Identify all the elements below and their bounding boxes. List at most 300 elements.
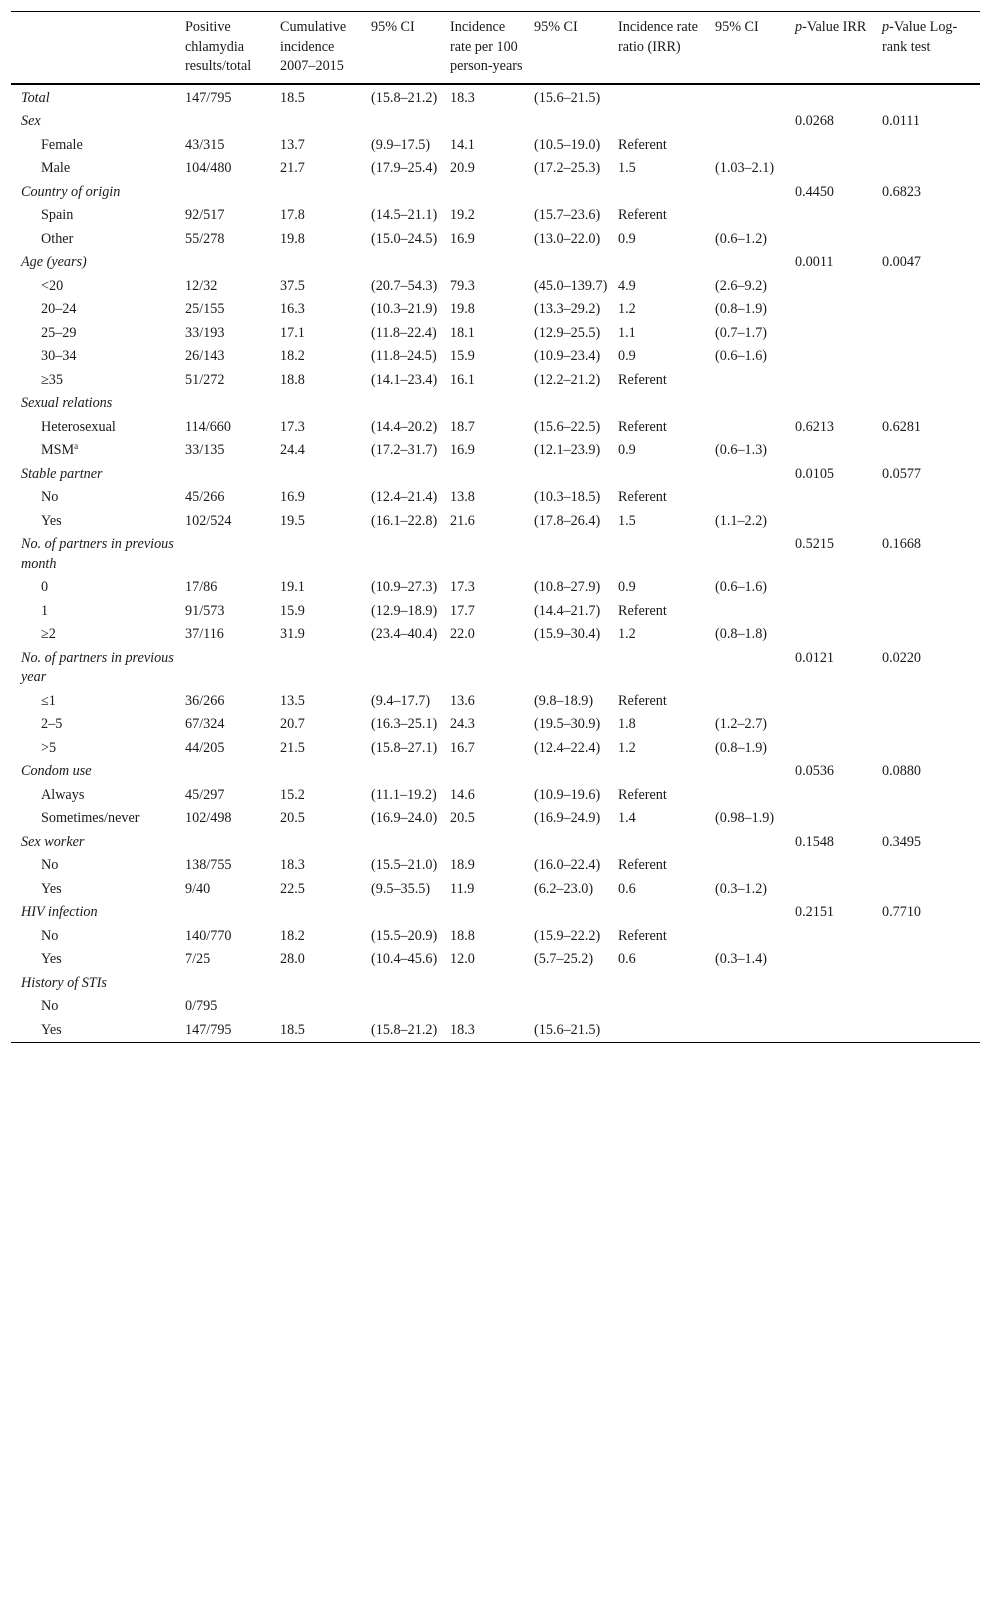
table-cell: 140/770 (185, 927, 232, 944)
table-cell: 14.6 (450, 786, 475, 803)
table-cell: 37.5 (280, 277, 305, 294)
label-text: No (41, 998, 59, 1014)
header-cell (11, 12, 181, 84)
table-cell: 22.0 (450, 626, 475, 642)
table-cell: 1.5 (618, 160, 636, 176)
table-cell (878, 157, 980, 181)
table-cell: 44/205 (185, 739, 225, 756)
table-cell (181, 972, 276, 996)
label-text: Heterosexual (41, 418, 116, 435)
label-text: ≥2 (41, 626, 56, 642)
table-cell (614, 533, 711, 576)
table-cell (711, 901, 791, 925)
table-cell (711, 925, 791, 949)
table-cell: 18.3 (280, 857, 305, 873)
table-cell: 45/266 (185, 489, 225, 505)
group-label (11, 392, 181, 416)
table-cell (878, 204, 980, 228)
table-cell (367, 972, 446, 996)
table-cell (878, 275, 980, 299)
table-cell (367, 647, 446, 690)
table-cell: 79.3 (450, 277, 475, 294)
table-cell: 67/324 (185, 716, 225, 732)
table-cell: (2.6–9.2) (715, 277, 768, 294)
table-cell: 15.9 (450, 348, 475, 364)
table-row (11, 576, 980, 600)
label-text: ≥35 (41, 371, 63, 388)
table-cell: 102/498 (185, 810, 232, 826)
table-cell: 19.2 (450, 207, 475, 223)
table-cell: 19.8 (280, 230, 305, 247)
table-cell: (11.1–19.2) (371, 786, 437, 803)
table-cell: (0.3–1.2) (715, 880, 768, 897)
group-label (11, 110, 181, 134)
table-cell (614, 760, 711, 784)
label-text: Female (41, 136, 83, 153)
table-cell: 7/25 (185, 951, 211, 967)
table-group-row (11, 84, 980, 111)
table-cell: 1.1 (618, 324, 636, 341)
table-cell: 37/116 (185, 626, 224, 642)
table-cell (181, 647, 276, 690)
table-cell: 17/86 (185, 579, 218, 595)
table-row (11, 623, 980, 647)
table-cell (530, 110, 614, 134)
table-cell: 104/480 (185, 160, 232, 176)
table-cell: 0.6823 (882, 183, 922, 200)
table-cell: 17.3 (450, 579, 475, 595)
table-row (11, 690, 980, 714)
table-cell: 18.3 (450, 89, 475, 106)
table-cell: Referent (618, 927, 667, 944)
table-cell: (15.9–22.2) (534, 927, 601, 944)
table-cell (530, 972, 614, 996)
table-cell: 0.1668 (882, 536, 922, 552)
table-cell: Referent (618, 136, 667, 153)
label-text: Sexual relations (21, 395, 113, 411)
table-cell: 0.6213 (795, 418, 835, 435)
label-text: No (41, 489, 59, 505)
row-label (11, 925, 181, 949)
table-cell: (12.4–22.4) (534, 739, 601, 756)
row-label (11, 322, 181, 346)
table-row (11, 854, 980, 878)
label-text: 2–5 (41, 716, 63, 732)
table-cell: 18.8 (280, 371, 305, 388)
table-row (11, 416, 980, 440)
group-label (11, 972, 181, 996)
table-cell: (17.8–26.4) (534, 512, 601, 529)
table-cell (530, 533, 614, 576)
table-cell: (15.5–20.9) (371, 927, 438, 944)
table-cell: (0.8–1.8) (715, 626, 768, 642)
table-row (11, 1019, 980, 1043)
table-cell: 1.2 (618, 301, 636, 317)
table-cell (614, 110, 711, 134)
table-cell: (20.7–54.3) (371, 277, 438, 294)
table-cell (878, 623, 980, 647)
table-cell: (1.2–2.7) (715, 716, 768, 732)
table-cell (367, 463, 446, 487)
table-cell: 33/193 (185, 324, 225, 341)
header-text: -Value Log-rank test (882, 19, 958, 55)
header-cell: Cumulative incidence 2007–2015 (280, 19, 347, 74)
table-cell (276, 463, 367, 487)
table-cell (276, 110, 367, 134)
table-cell: 20.7 (280, 716, 305, 732)
table-cell: (0.3–1.4) (715, 951, 768, 967)
table-cell: 26/143 (185, 348, 225, 364)
table-cell (276, 760, 367, 784)
table-cell (367, 831, 446, 855)
row-label (11, 157, 181, 181)
table-cell (276, 995, 367, 1019)
table-cell: 1.2 (618, 739, 636, 756)
label-text: No (41, 927, 59, 944)
table-cell (614, 463, 711, 487)
table-cell: 16.9 (450, 230, 475, 247)
label-text: 0 (41, 579, 49, 595)
table-cell: (9.9–17.5) (371, 136, 431, 153)
incidence-table (11, 11, 980, 1043)
table-cell (791, 1019, 878, 1043)
table-cell (791, 134, 878, 158)
table-cell (791, 228, 878, 252)
table-cell (530, 901, 614, 925)
table-cell (711, 1019, 791, 1043)
table-cell (276, 251, 367, 275)
table-cell (711, 181, 791, 205)
table-cell: (0.6–1.6) (715, 579, 768, 595)
table-cell: (15.7–23.6) (534, 207, 601, 223)
table-cell (276, 901, 367, 925)
table-cell: (10.5–19.0) (534, 136, 601, 153)
table-cell: 102/524 (185, 512, 232, 529)
group-label (11, 647, 181, 690)
row-label (11, 275, 181, 299)
row-label (11, 948, 181, 972)
table-row (11, 600, 980, 624)
header-row (11, 12, 980, 84)
table-cell: 1.4 (618, 810, 636, 826)
table-cell: 21.7 (280, 160, 305, 176)
row-label (11, 510, 181, 534)
table-cell: Referent (618, 418, 667, 435)
table-cell: (15.5–21.0) (371, 857, 438, 873)
table-cell: 24.4 (280, 442, 305, 458)
table-cell: Referent (618, 857, 667, 873)
table-cell: 36/266 (185, 692, 225, 709)
header-cell: Positive chlamydia results/total (185, 19, 252, 74)
table-cell: (16.0–22.4) (534, 857, 601, 873)
group-label (11, 84, 181, 111)
table-cell (878, 690, 980, 714)
header-cell: Incidence rate per 100 person-years (450, 19, 523, 74)
table-cell: (17.2–25.3) (534, 160, 601, 176)
table-cell (791, 737, 878, 761)
table-cell: 13.8 (450, 489, 475, 505)
table-row (11, 204, 980, 228)
label-text: No. of partners in previous year (21, 649, 174, 685)
table-cell (791, 600, 878, 624)
table-cell: (9.5–35.5) (371, 880, 431, 897)
table-cell: (13.0–22.0) (534, 230, 601, 247)
table-cell (181, 251, 276, 275)
table-cell: 18.2 (280, 348, 305, 364)
table-cell: 0.0111 (882, 113, 920, 129)
table-cell: (16.9–24.9) (534, 810, 601, 826)
table-cell (791, 439, 878, 463)
table-cell (791, 576, 878, 600)
table-cell (791, 713, 878, 737)
table-cell (711, 972, 791, 996)
row-label (11, 416, 181, 440)
group-label (11, 181, 181, 205)
table-cell: 0.0577 (882, 465, 922, 482)
table-cell (367, 533, 446, 576)
table-cell (711, 760, 791, 784)
table-cell: 18.5 (280, 1021, 305, 1038)
table-cell: (0.6–1.6) (715, 348, 768, 364)
table-cell: 147/795 (185, 89, 232, 106)
row-label (11, 576, 181, 600)
table-header (11, 12, 980, 84)
table-row (11, 713, 980, 737)
table-cell: (15.8–21.2) (371, 1021, 438, 1038)
table-cell: 16.9 (450, 442, 475, 458)
table-row (11, 439, 980, 463)
table-cell (446, 181, 530, 205)
table-cell (878, 948, 980, 972)
table-cell: (6.2–23.0) (534, 880, 594, 897)
table-cell: (15.8–21.2) (371, 89, 438, 106)
table-cell (878, 510, 980, 534)
header-cell: 95% CI (715, 19, 759, 35)
table-cell (446, 463, 530, 487)
table-cell (791, 486, 878, 510)
label-text: 30–34 (41, 348, 77, 364)
table-row (11, 878, 980, 902)
table-cell (791, 157, 878, 181)
table-cell: 18.5 (280, 89, 305, 106)
table-row (11, 322, 980, 346)
table-cell (791, 298, 878, 322)
table-cell (446, 831, 530, 855)
table-cell (711, 204, 791, 228)
table-cell: 0.9 (618, 348, 636, 364)
table-cell: 16.7 (450, 739, 475, 756)
table-cell: 31.9 (280, 626, 305, 642)
table-cell (878, 878, 980, 902)
table-cell (530, 181, 614, 205)
table-cell (367, 901, 446, 925)
table-cell (711, 486, 791, 510)
table-cell: 20.5 (450, 810, 475, 826)
table-cell (791, 784, 878, 808)
row-label (11, 807, 181, 831)
table-cell (614, 392, 711, 416)
table-cell: (1.1–2.2) (715, 512, 768, 529)
label-text: Yes (41, 512, 62, 529)
table-cell: 16.3 (280, 301, 305, 317)
table-cell (711, 690, 791, 714)
table-cell (878, 345, 980, 369)
table-cell: 0.0880 (882, 763, 922, 779)
table-cell (614, 251, 711, 275)
table-cell: 9/40 (185, 880, 211, 897)
label-text: Spain (41, 207, 74, 223)
table-row (11, 486, 980, 510)
table-cell: 20.9 (450, 160, 475, 176)
table-cell: 16.9 (280, 489, 305, 505)
table-row (11, 275, 980, 299)
table-cell: 0.6 (618, 951, 636, 967)
table-cell: 45/297 (185, 786, 225, 803)
table-cell: Referent (618, 692, 667, 709)
table-body (11, 84, 980, 1043)
table-cell (530, 392, 614, 416)
table-cell: 0.1548 (795, 833, 835, 850)
table-cell: (12.4–21.4) (371, 489, 438, 505)
table-cell: (23.4–40.4) (371, 626, 438, 642)
table-cell (878, 925, 980, 949)
table-cell (878, 134, 980, 158)
table-cell: 12.0 (450, 951, 475, 967)
table-cell: (19.5–30.9) (534, 716, 601, 732)
table-cell: 0.9 (618, 230, 636, 247)
table-cell: Referent (618, 786, 667, 803)
table-row (11, 948, 980, 972)
row-label (11, 690, 181, 714)
table-cell (181, 392, 276, 416)
table-cell (878, 737, 980, 761)
table-cell: (15.6–21.5) (534, 89, 601, 106)
table-cell: (16.3–25.1) (371, 716, 438, 732)
table-cell (446, 901, 530, 925)
table-cell: 14.1 (450, 136, 475, 153)
table-row (11, 737, 980, 761)
table-cell: Referent (618, 602, 667, 619)
table-cell (367, 181, 446, 205)
table-cell (878, 228, 980, 252)
row-label (11, 737, 181, 761)
table-cell (791, 925, 878, 949)
table-cell: (9.4–17.7) (371, 692, 431, 709)
table-cell (711, 995, 791, 1019)
table-cell (530, 831, 614, 855)
row-label (11, 995, 181, 1019)
table-cell: 19.5 (280, 512, 305, 529)
table-cell: (15.8–27.1) (371, 739, 438, 756)
table-cell (711, 784, 791, 808)
table-cell: (17.2–31.7) (371, 442, 438, 458)
table-row (11, 298, 980, 322)
table-cell: 22.5 (280, 880, 305, 897)
table-cell: 18.7 (450, 418, 475, 435)
table-cell: 0.0268 (795, 113, 835, 129)
table-cell: (0.8–1.9) (715, 301, 768, 317)
table-cell: (16.9–24.0) (371, 810, 438, 826)
table-cell: (0.8–1.9) (715, 739, 768, 756)
table-cell: (10.8–27.9) (534, 579, 601, 595)
table-cell: 18.8 (450, 927, 475, 944)
table-cell (446, 972, 530, 996)
table-cell: 21.5 (280, 739, 305, 756)
table-cell: 13.6 (450, 692, 475, 709)
table-cell: 55/278 (185, 230, 225, 247)
table-cell: (14.4–21.7) (534, 602, 601, 619)
table-cell (878, 807, 980, 831)
table-cell (181, 110, 276, 134)
table-cell: (10.9–27.3) (371, 579, 438, 595)
table-row (11, 345, 980, 369)
label-text: No (41, 857, 59, 873)
table-cell: 0.0105 (795, 465, 835, 482)
table-cell (446, 995, 530, 1019)
table-cell (791, 204, 878, 228)
table-cell (276, 647, 367, 690)
table-cell: Referent (618, 207, 667, 223)
table-cell (878, 392, 980, 416)
table-cell: 114/660 (185, 418, 231, 435)
table-cell (791, 854, 878, 878)
group-label (11, 901, 181, 925)
table-cell: 0.7710 (882, 904, 922, 920)
label-text: Yes (41, 880, 62, 897)
table-cell: (12.9–18.9) (371, 602, 438, 619)
table-cell: 0.6281 (882, 418, 922, 435)
table-row (11, 925, 980, 949)
table-cell (181, 463, 276, 487)
table-cell (446, 647, 530, 690)
row-label (11, 439, 181, 463)
table-cell: 25/155 (185, 301, 225, 317)
table-cell (181, 901, 276, 925)
table-cell: 147/795 (185, 1021, 232, 1038)
table-group-row (11, 181, 980, 205)
label-text: HIV infection (21, 904, 98, 920)
table-cell: 0.0220 (882, 649, 922, 666)
label-text: Sex (21, 113, 41, 129)
table-cell: (0.7–1.7) (715, 324, 768, 341)
table-cell: 0.0121 (795, 649, 835, 666)
table-cell (878, 84, 980, 111)
table-cell (878, 439, 980, 463)
table-cell (276, 181, 367, 205)
table-cell (791, 972, 878, 996)
label-text: 20–24 (41, 301, 77, 317)
row-label (11, 134, 181, 158)
table-group-row (11, 831, 980, 855)
table-cell (614, 1019, 711, 1043)
table-cell (711, 392, 791, 416)
table-cell: (13.3–29.2) (534, 301, 601, 317)
table-cell: (15.9–30.4) (534, 626, 601, 642)
table-cell (367, 392, 446, 416)
table-cell: 13.5 (280, 692, 305, 709)
table-cell: (15.6–21.5) (534, 1021, 601, 1038)
table-cell: 21.6 (450, 512, 475, 529)
table-group-row (11, 110, 980, 134)
table-cell: 4.9 (618, 277, 636, 294)
table-cell (446, 251, 530, 275)
table-row (11, 228, 980, 252)
table-cell (181, 181, 276, 205)
group-label (11, 251, 181, 275)
label-text: Other (41, 230, 74, 247)
table-cell: 51/272 (185, 371, 225, 388)
table-cell (878, 576, 980, 600)
